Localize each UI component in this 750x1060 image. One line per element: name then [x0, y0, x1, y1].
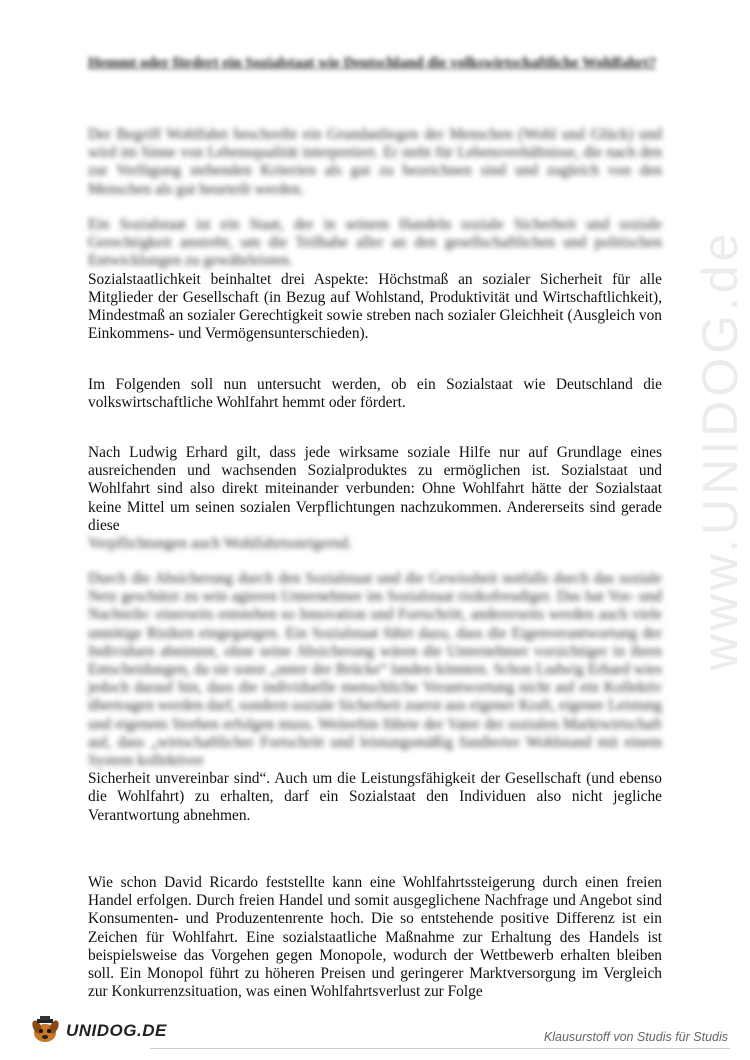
footer-divider: [150, 1048, 730, 1049]
paragraph-text: Nach Ludwig Erhard gilt, dass jede wirksame soziale Hilfe nur auf Grundlage eines ausreichenden und wachsenden Sozialproduktes zu ermöglichen ist. Sozialstaat und Wohlfahrt sind also direkt miteinander verbunden: Ohne Wohlfahrt hätte der Sozialstaat keine Mittel um seinen sozialen Verpflichtungen nachzukommen. Andererseits sind gerade diese: [88, 444, 662, 534]
paragraph-fragestellung: [88, 376, 662, 412]
watermark-text: www.UNIDOG.de: [692, 229, 748, 671]
paragraph-ludwig-erhard: [88, 444, 662, 553]
blurred-text: Ein Sozialstaat ist ein Staat, der in seinem Handeln soziale Sicherheit und soziale Gerechtigkeit anstrebt, um die Teilhabe aller an den gesellschaftlichen und politischen Entwicklungen zu gewährleisten.: [88, 216, 662, 270]
footer-tagline: Klausurstoff von Studis für Studis: [543, 1030, 728, 1044]
blurred-text: Durch die Absicherung durch den Sozialstaat und die Gewissheit notfalls durch das soziale Netz geschützt zu sein agieren Unternehmer im Sozialstaat risikofreudiger. Das hat Vor- und Nachteile: einerseits entstehen so Innovation und Fortschritt, andererseits werden auch viele unnötige Risiken eingegangen. Ein Sozialstaat führt dazu, dass die Eigenverantwortung der Individuen abnimmt, ohne seine Absicherung wären die Unternehmer vorsichtiger in ihren Entscheidungen, da sie sonst „unter der Brücke“ landen könnten. Schon Ludwig Erhard wies jedoch darauf hin, dass die individuelle menschliche Verantwortung nicht auf ein Kollektiv übertragen werden darf, sondern soziale Sicherheit zuerst aus eigener Kraft, eigener Leistung und eigenem Streben erfolgen muss. Weiterhin führte der Vater der sozialen Marktwirtschaft auf, dass „wirtschaftlicher Fortschritt und leistungsmäßig fundierter Wohlstand mit einem System kollektiver: [88, 570, 662, 770]
paragraph-text: Im Folgenden soll nun untersucht werden, ob ein Sozialstaat wie Deutschland die volkswirtschaftliche Wohlfahrt hemmt oder fördert.: [88, 376, 662, 412]
blurred-text: Verpflichtungen auch Wohlfahrtssteigernd.: [88, 535, 352, 553]
paragraph-text: Sozialstaatlichkeit beinhaltet drei Aspekte: Höchstmaß an sozialer Sicherheit für alle Mitglieder der Gesellschaft (in Bezug auf Wohlstand, Produktivität und Wirtschaftlichkeit), Mindestmaß an sozialer Gerechtigkeit sowie streben nach sozialer Gleichheit (Ausgleich von Einkommens- und Vermögensunterschieden).: [88, 270, 662, 343]
brand-name: UNIDOG.DE: [66, 1021, 167, 1040]
dog-mascot-icon: [28, 1016, 64, 1046]
footer-logo[interactable]: [28, 1016, 167, 1046]
paragraph-text: Sicherheit unvereinbar sind“. Auch um die Leistungsfähigkeit der Gesellschaft (und ebenso die Wohlfahrt) zu erhalten, darf ein Sozialstaat den Individuen also nicht jegliche Verantwortung abnehmen.: [88, 770, 662, 824]
paragraph-sozialstaat-definition: [88, 216, 662, 343]
paragraph-text: Wie schon David Ricardo feststellte kann eine Wohlfahrtssteigerung durch einen freien Handel erfolgen. Durch freien Handel und somit ausgeglichene Nachfrage und Angebot sind Konsumenten- und Produzentenrente hoch. Die so entstehende positive Differenz ist ein Zeichen für Wohlfahrt. Eine sozialstaatliche Maßnahme zur Erhaltung des Handels ist beispielsweise das Vorgehen gegen Monopole, wodurch der Wettbewerb erhalten bleiben soll. Ein Monopol führt zu höheren Preisen und geringerer Marktversorgung im Vergleich zur Konkurrenzsituation, was einen Wohlfahrtsverlust zur Folge: [88, 874, 662, 1001]
watermark: [690, 140, 750, 760]
paragraph-wohlfahrt-definition: [88, 126, 662, 199]
document-title: Hemmt oder fördert ein Sozialstaat wie Deutschland die volkswirtschaftliche Wohlfahrt?: [88, 55, 657, 71]
blurred-text: Der Begriff Wohlfahrt beschreibt ein Grundanliegen der Menschen (Wohl und Glück) und wird im Sinne von Lebensqualität interpretiert. Er steht für Lebensverhältnisse, die nach den zur Verfügung stehenden Kriterien als gut zu bezeichnen sind und zugleich von den Menschen als gut beurteilt werden.: [88, 126, 662, 198]
paragraph-david-ricardo: [88, 874, 662, 1001]
paragraph-absicherung: [88, 570, 662, 825]
